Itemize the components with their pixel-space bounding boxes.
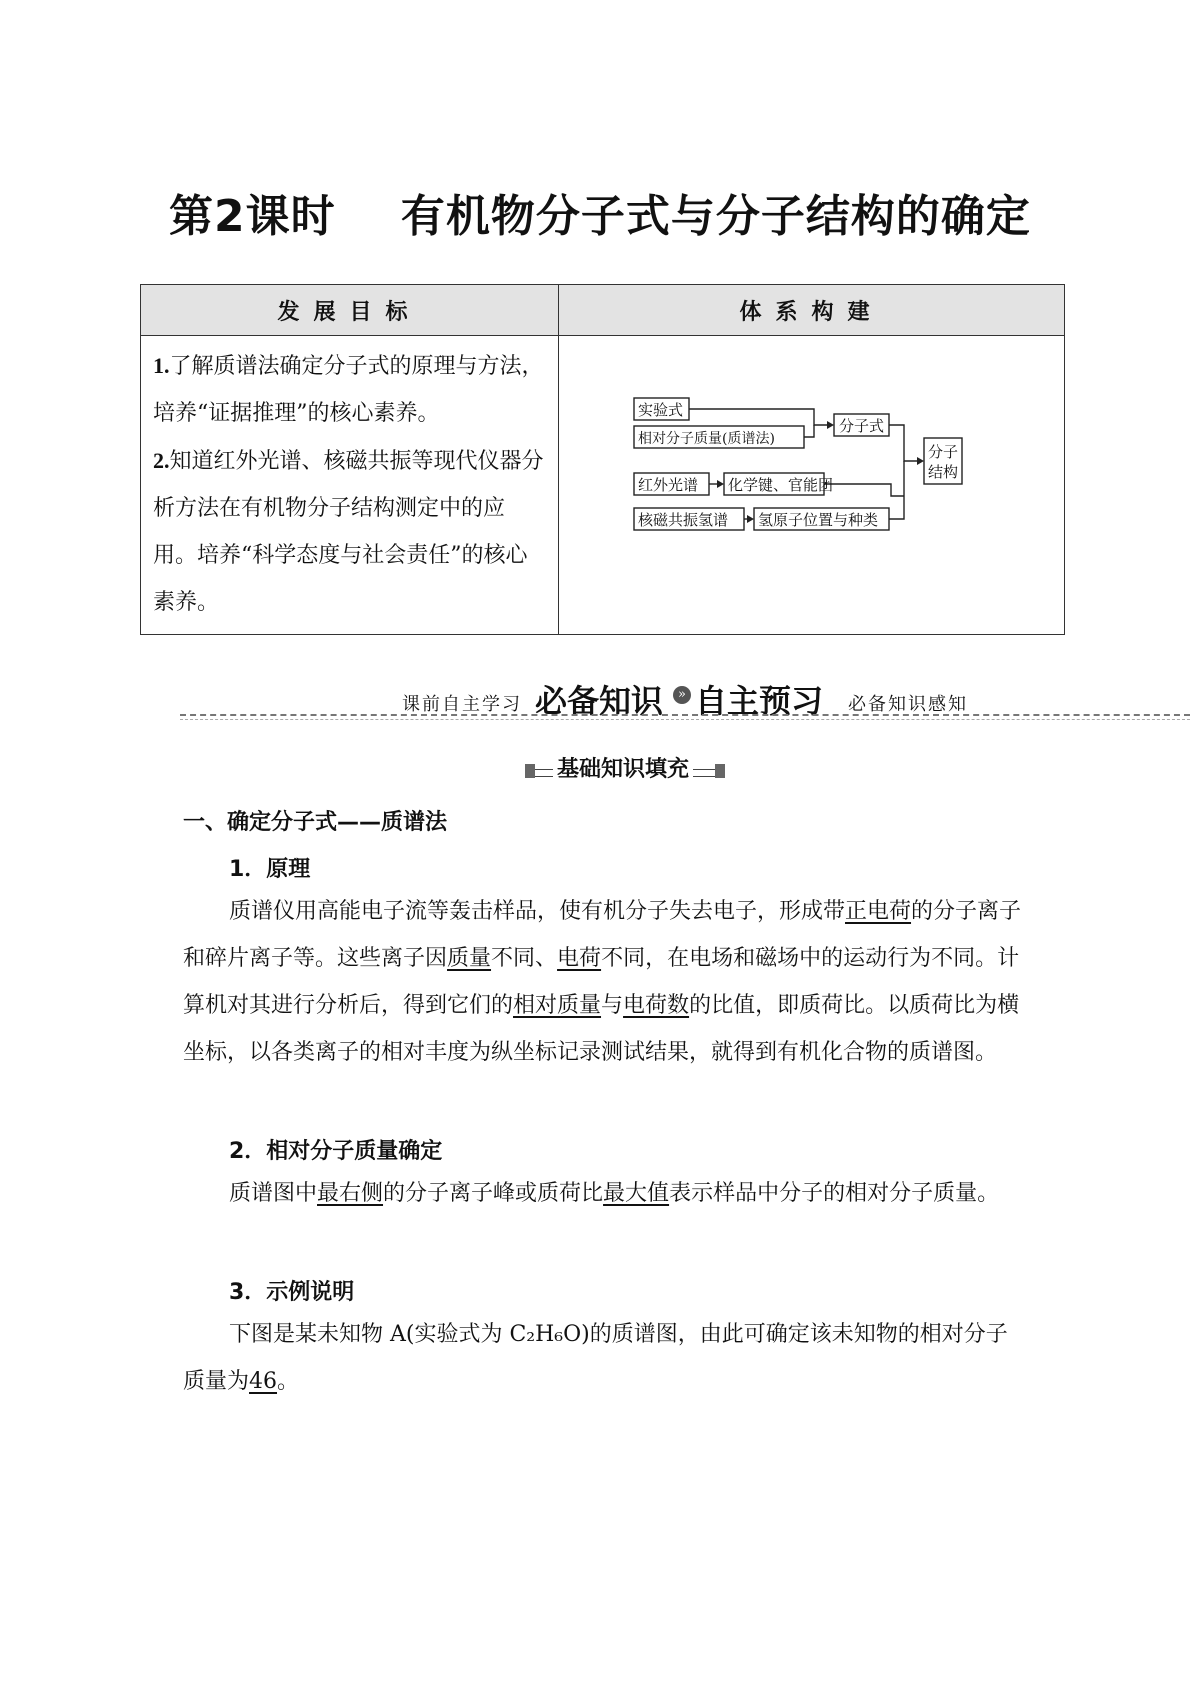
section1-heading: 一、确定分子式——质谱法	[183, 810, 448, 835]
banner-divider	[180, 714, 1190, 716]
sub-heading-1: 1．原理	[229, 857, 311, 882]
arrowhead	[747, 515, 754, 523]
paragraph-text	[183, 888, 1028, 1076]
system-diagram-cell	[559, 336, 1065, 635]
page-title: 第2课时 有机物分子式与分子结构的确定	[169, 191, 1031, 242]
arrowhead	[827, 421, 834, 429]
line-c	[889, 425, 917, 461]
text-segment: 与	[601, 993, 624, 1018]
goals-cell	[141, 336, 559, 635]
answer-blank: 最右侧	[317, 1181, 384, 1206]
answer-blank: 46	[249, 1369, 278, 1394]
answer-blank: 电荷	[557, 946, 602, 971]
sub-heading-2: 2．相对分子质量确定	[229, 1139, 443, 1164]
paragraph-text	[183, 1311, 1028, 1405]
sub-heading-3: 3．示例说明	[229, 1280, 355, 1305]
label-hongwai: 红外光谱	[638, 476, 699, 494]
banner-small-left: 课前自主学习	[402, 694, 522, 715]
label-jiegou: 结构	[928, 463, 959, 481]
arrowhead	[917, 457, 924, 465]
text-segment: 下图是某未知物 A(实验式为 C₂H₆O)的质谱图，由此可确定该未知物的相对分子质量为	[183, 1322, 1008, 1394]
line-e	[824, 484, 904, 496]
paragraph-1	[183, 888, 1028, 1076]
arrowhead	[717, 480, 724, 488]
line-b	[804, 425, 814, 437]
paragraph-2	[183, 1170, 1028, 1217]
text-segment: 不同，在电场和磁场中的运动行为不同。计算机对其进行分析后，得到它们的	[183, 946, 1020, 1018]
answer-blank: 最大值	[603, 1181, 670, 1206]
label-hecigong: 核磁共振氢谱	[638, 511, 729, 529]
tag-label: 基础知识填充	[553, 752, 693, 783]
tag-cap	[715, 764, 725, 778]
label-shiyanshi: 实验式	[638, 401, 684, 419]
label-xiangdui: 相对分子质量(质谱法)	[638, 431, 775, 447]
label-huaxuejian: 化学键、官能团	[728, 476, 834, 494]
banner-small-right: 必备知识感知	[848, 694, 968, 715]
section-banner	[180, 670, 1190, 720]
header-goals: 发展目标	[141, 285, 559, 336]
goal-item-2: 2.知道红外光谱、核磁共振等现代仪器分析方法在有机物分子结构测定中的应用。培养“科学态度与社会责任”的核心素养。	[153, 448, 544, 615]
label-qingyuanzi: 氢原子位置与种类	[758, 511, 879, 529]
text-segment: 质谱图中	[229, 1181, 318, 1206]
structure-flowchart	[559, 336, 1059, 618]
tag-cap	[525, 764, 535, 778]
answer-blank: 电荷数	[623, 993, 690, 1018]
answer-blank: 相对质量	[513, 993, 602, 1018]
fill-section-tag	[525, 752, 725, 786]
text-segment: 的分子离子峰或质荷比	[383, 1181, 604, 1206]
text-segment: 。	[277, 1369, 300, 1394]
double-arrow-icon: »	[673, 686, 691, 704]
paragraph-3	[183, 1311, 1028, 1405]
banner-divider	[180, 719, 1190, 720]
text-segment: 表示样品中分子的相对分子质量。	[669, 1181, 1000, 1206]
header-system: 体系构建	[559, 285, 1065, 336]
answer-blank: 质量	[447, 946, 492, 971]
answer-blank: 正电荷	[845, 899, 912, 924]
paragraph-text	[183, 1170, 1028, 1217]
objectives-table	[140, 284, 1065, 635]
label-fenzishi: 分子式	[839, 417, 885, 435]
text-segment: 的比值，即质荷比。以质荷比为横坐标，以各类离子的相对丰度为纵坐标记录测试结果，就得到有机化合物的质谱图。	[183, 993, 1020, 1065]
text-segment: 质谱仪用高能电子流等轰击样品，使有机分子失去电子，形成带	[229, 899, 846, 924]
banner-big-left: 必备知识	[535, 682, 664, 720]
goal-item-1: 1.了解质谱法确定分子式的原理与方法，培养“证据推理”的核心素养。	[153, 353, 544, 426]
banner-big-right: 自主预习	[695, 682, 824, 720]
label-fenzi: 分子	[928, 443, 959, 461]
text-segment: 不同、	[491, 946, 558, 971]
text-segment: 的分子离子和碎片离子等。这些离子因	[183, 899, 1022, 971]
line-a	[689, 409, 827, 425]
